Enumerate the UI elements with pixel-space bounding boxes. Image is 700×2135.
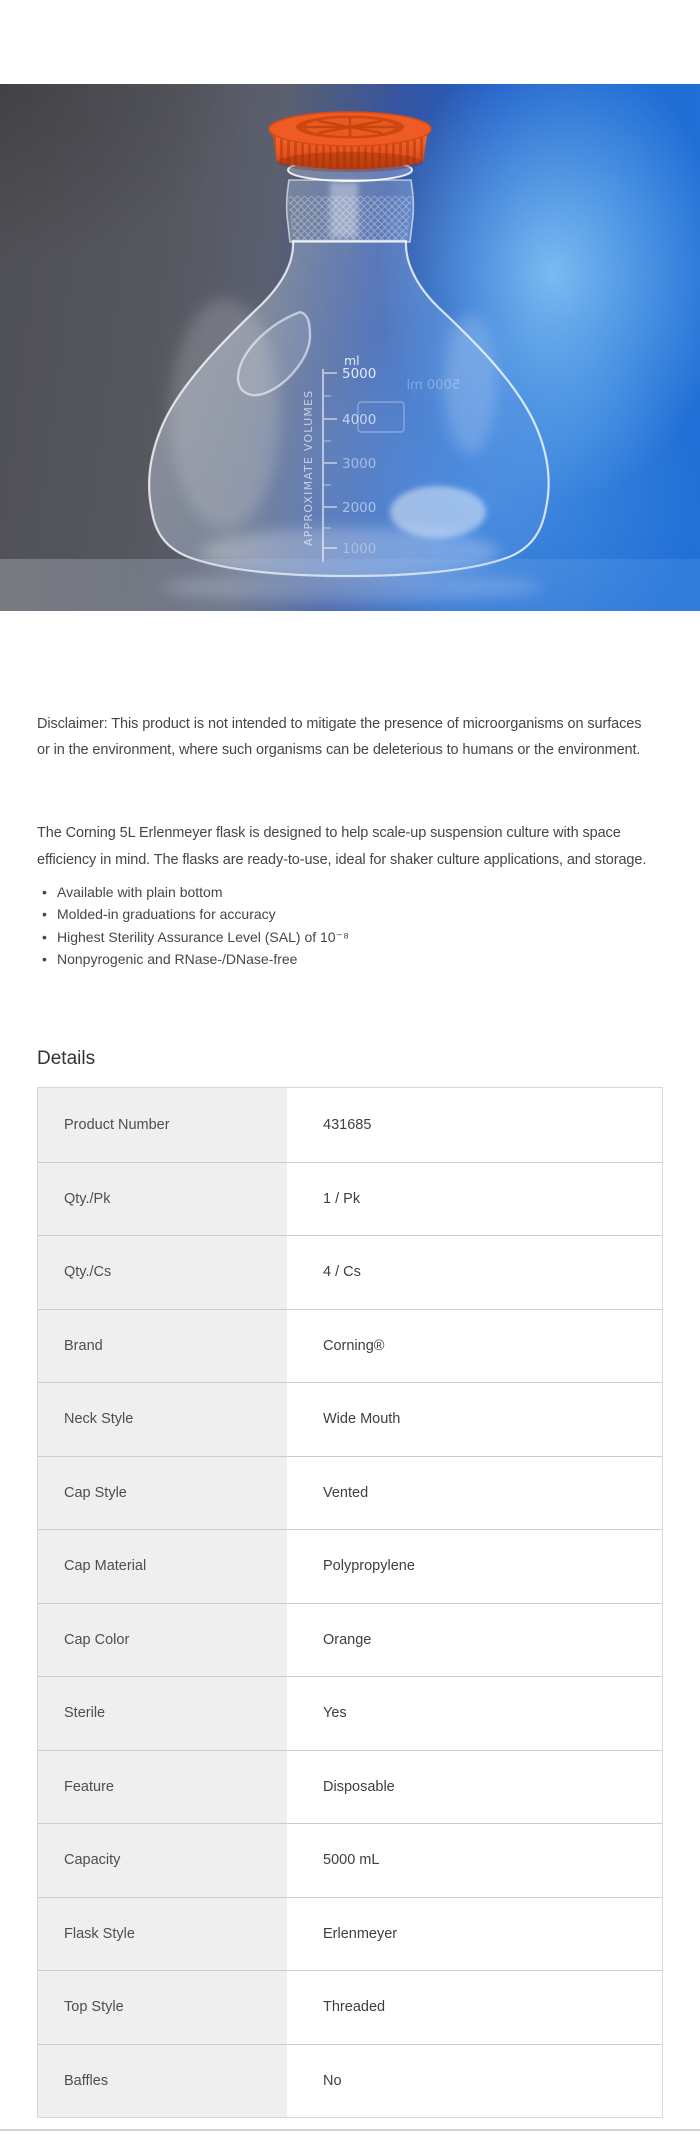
details-row-label: Qty./Cs <box>38 1236 287 1309</box>
details-row-label: Product Number <box>38 1088 287 1162</box>
details-row-label: Cap Color <box>38 1604 287 1677</box>
details-row-label: Capacity <box>38 1824 287 1897</box>
details-row-value: Disposable <box>287 1751 662 1824</box>
feature-item: • Nonpyrogenic and RNase-/DNase-free <box>42 948 663 970</box>
product-content <box>0 712 700 2118</box>
details-row <box>38 2044 662 2118</box>
feature-item: • Molded-in graduations for accuracy <box>42 903 663 925</box>
details-row-value: Orange <box>287 1604 662 1677</box>
details-row <box>38 1823 662 1897</box>
disclaimer-line: Disclaimer: This product is not intended to mitigate the presence of microorganisms on surfaces <box>37 716 642 732</box>
details-row <box>38 1750 662 1824</box>
graduation-label: 1000 <box>342 541 377 557</box>
disclaimer-text <box>37 712 663 763</box>
details-row <box>38 1529 662 1603</box>
graduation-unit: ml <box>344 353 360 368</box>
details-row-value: Polypropylene <box>287 1530 662 1603</box>
details-row-label: Top Style <box>38 1971 287 2044</box>
graduation-label: 3000 <box>342 456 377 472</box>
details-row-label: Neck Style <box>38 1383 287 1456</box>
details-row-label: Sterile <box>38 1677 287 1750</box>
body-highlight-spot <box>390 486 486 538</box>
details-row-value: 431685 <box>287 1088 662 1162</box>
details-row <box>38 1235 662 1309</box>
details-row-label: Brand <box>38 1310 287 1383</box>
details-row-value: No <box>287 2045 662 2118</box>
flask-illustration <box>0 84 700 611</box>
knurl-band <box>288 196 412 240</box>
floor-reflection <box>162 572 542 602</box>
details-row <box>38 1676 662 1750</box>
details-row-value: Yes <box>287 1677 662 1750</box>
feature-item: • Highest Sterility Assurance Level (SAL) of 10⁻⁸ <box>42 926 663 948</box>
approximate-volumes-label: APPROXIMATE VOLUMES <box>302 389 315 546</box>
details-row-value: Wide Mouth <box>287 1383 662 1456</box>
details-row-value: 4 / Cs <box>287 1236 662 1309</box>
details-row <box>38 1897 662 1971</box>
details-row <box>38 1088 662 1162</box>
details-row <box>38 1382 662 1456</box>
details-row-value: Corning® <box>287 1310 662 1383</box>
details-row <box>38 1970 662 2044</box>
product-description <box>37 820 663 874</box>
feature-item: • Available with plain bottom <box>42 881 663 903</box>
details-row <box>38 1456 662 1530</box>
details-row-label: Baffles <box>38 2045 287 2118</box>
flask-cap <box>269 112 431 172</box>
details-table <box>37 1087 663 2118</box>
graduation-label: 2000 <box>342 500 377 516</box>
details-row <box>38 1309 662 1383</box>
details-row-label: Cap Style <box>38 1457 287 1530</box>
details-heading: Details <box>37 1048 96 1070</box>
graduation-label: 4000 <box>342 412 377 428</box>
details-row <box>38 1162 662 1236</box>
product-photo <box>0 84 700 611</box>
disclaimer-line: or in the environment, where such organisms can be deleterious to humans or the environment. <box>37 741 641 758</box>
details-row-value: Vented <box>287 1457 662 1530</box>
details-row-label: Qty./Pk <box>38 1163 287 1236</box>
details-row-label: Feature <box>38 1751 287 1824</box>
graduation-mirror-label: 5000 ml <box>406 378 460 393</box>
details-row <box>38 1603 662 1677</box>
details-row-value: Erlenmeyer <box>287 1898 662 1971</box>
details-row-value: 5000 mL <box>287 1824 662 1897</box>
details-row-value: Threaded <box>287 1971 662 2044</box>
feature-list <box>37 881 663 970</box>
details-row-value: 1 / Pk <box>287 1163 662 1236</box>
graduation-label: 5000 <box>342 366 377 382</box>
details-row-label: Cap Material <box>38 1530 287 1603</box>
description-line: efficiency in mind. The flasks are ready-to-use, ideal for shaker culture applications, and storage. <box>37 852 647 868</box>
bottom-divider <box>0 2129 700 2131</box>
description-line: The Corning 5L Erlenmeyer flask is designed to help scale-up suspension culture with space <box>37 825 621 841</box>
details-row-label: Flask Style <box>38 1898 287 1971</box>
